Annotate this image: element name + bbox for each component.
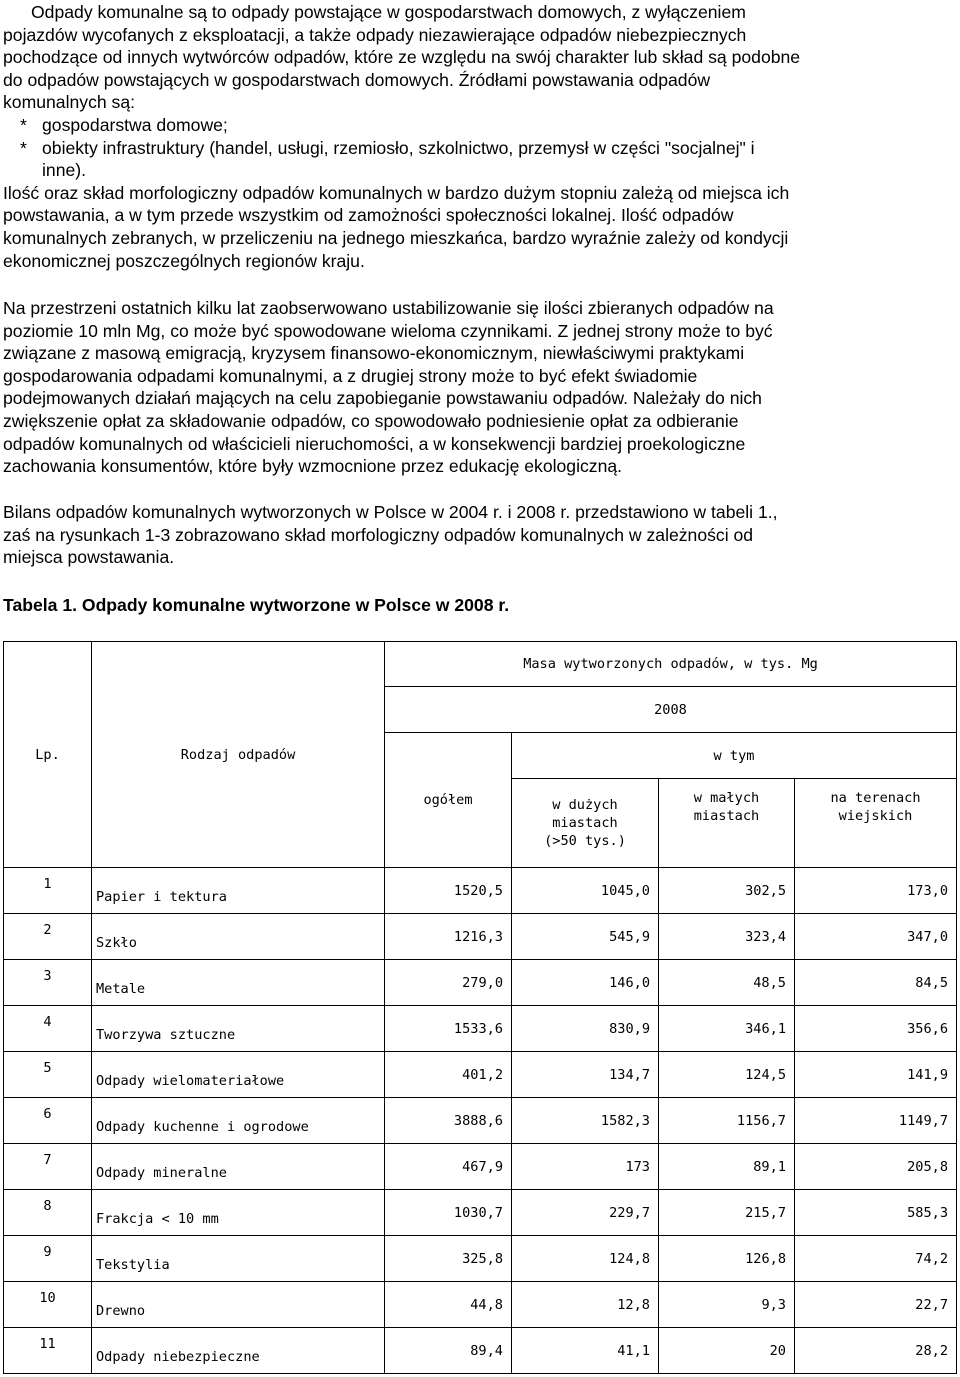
header-mass: Masa wytworzonych odpadów, w tys. Mg bbox=[385, 642, 957, 687]
row-large-cities: 830,9 bbox=[512, 1006, 659, 1052]
paragraph-2-line: powstawania, a w tym przede wszystkim od zamożności społeczności lokalnej. Ilość odpadów bbox=[3, 205, 734, 226]
row-small-cities: 215,7 bbox=[659, 1190, 795, 1236]
row-total: 1520,5 bbox=[385, 868, 512, 914]
row-rural: 173,0 bbox=[795, 868, 957, 914]
bullet-item bbox=[3, 137, 953, 182]
row-large-cities: 146,0 bbox=[512, 960, 659, 1006]
bullet-star: * bbox=[20, 137, 27, 158]
row-rural: 28,2 bbox=[795, 1328, 957, 1374]
bullet-item bbox=[3, 114, 953, 137]
bullet-text bbox=[42, 137, 953, 182]
table-row bbox=[4, 1236, 957, 1282]
table-header-row bbox=[4, 642, 957, 687]
paragraph-3-line: podejmowanych działań mających na celu zapobieganie powstawaniu odpadów. Należały do nich bbox=[3, 388, 762, 409]
row-small-cities: 126,8 bbox=[659, 1236, 795, 1282]
paragraph-3-line: poziomie 10 mln Mg, co może być spowodowane wieloma czynnikami. Z jednej strony może to być bbox=[3, 320, 773, 341]
table-body bbox=[4, 868, 957, 1374]
row-large-cities: 12,8 bbox=[512, 1282, 659, 1328]
paragraph-3-line: odpadów komunalnych od właścicieli nieruchomości, a w konsekwencji bardziej proekologiczne bbox=[3, 433, 746, 454]
table-row bbox=[4, 1098, 957, 1144]
paragraph-1 bbox=[3, 1, 953, 24]
paragraph-4-line: Bilans odpadów komunalnych wytworzonych w Polsce w 2004 r. i 2008 r. przedstawiono w tabeli 1., bbox=[3, 502, 778, 522]
header-rural-line: wiejskich bbox=[838, 808, 913, 824]
row-total: 325,8 bbox=[385, 1236, 512, 1282]
header-small-line: w małych bbox=[693, 790, 760, 806]
row-lp: 8 bbox=[4, 1190, 92, 1236]
header-large-line: w dużych bbox=[552, 797, 618, 813]
header-total: ogółem bbox=[385, 733, 512, 868]
row-large-cities: 1045,0 bbox=[512, 868, 659, 914]
header-large-cities bbox=[512, 779, 659, 868]
paragraph-4-line: zaś na rysunkach 1-3 zobrazowano skład morfologiczny odpadów komunalnych w zależności od bbox=[3, 524, 754, 545]
row-small-cities: 9,3 bbox=[659, 1282, 795, 1328]
row-lp: 9 bbox=[4, 1236, 92, 1282]
table-row bbox=[4, 1052, 957, 1098]
paragraph-2-line: komunalnych zebranych, w przeliczeniu na jednego mieszkańca, bardzo wyraźnie zależy od kondycji bbox=[3, 227, 789, 248]
row-small-cities: 1156,7 bbox=[659, 1098, 795, 1144]
row-large-cities: 229,7 bbox=[512, 1190, 659, 1236]
table-row bbox=[4, 1282, 957, 1328]
paragraph-1-line: pojazdów wycofanych z eksploatacji, a także odpady niezawierające odpadów niebezpiecznych bbox=[3, 24, 747, 45]
paragraph-4-line: miejsca powstawania. bbox=[3, 547, 175, 568]
row-total: 401,2 bbox=[385, 1052, 512, 1098]
row-small-cities: 124,5 bbox=[659, 1052, 795, 1098]
row-total: 3888,6 bbox=[385, 1098, 512, 1144]
header-rural bbox=[795, 779, 957, 868]
paragraph-3-line: związane z masową emigracją, kryzysem finansowo-ekonomicznym, niewłaściwymi praktykami bbox=[3, 343, 745, 364]
table-row bbox=[4, 1006, 957, 1052]
row-large-cities: 1582,3 bbox=[512, 1098, 659, 1144]
row-rural: 74,2 bbox=[795, 1236, 957, 1282]
row-rural: 22,7 bbox=[795, 1282, 957, 1328]
header-type: Rodzaj odpadów bbox=[92, 642, 385, 868]
header-large-line: (>50 tys.) bbox=[544, 833, 626, 849]
paragraph-1-line: komunalnych są: bbox=[3, 92, 136, 113]
row-total: 279,0 bbox=[385, 960, 512, 1006]
row-name: Szkło bbox=[92, 914, 385, 960]
row-lp: 4 bbox=[4, 1006, 92, 1052]
paragraph-1-line: do odpadów powstających w gospodarstwach domowych. Źródłami powstawania odpadów bbox=[3, 69, 711, 90]
row-total: 1216,3 bbox=[385, 914, 512, 960]
row-total: 1533,6 bbox=[385, 1006, 512, 1052]
row-name: Odpady wielomateriałowe bbox=[92, 1052, 385, 1098]
row-lp: 5 bbox=[4, 1052, 92, 1098]
row-rural: 585,3 bbox=[795, 1190, 957, 1236]
row-lp: 7 bbox=[4, 1144, 92, 1190]
table-row bbox=[4, 1190, 957, 1236]
waste-table bbox=[3, 641, 957, 1374]
row-rural: 347,0 bbox=[795, 914, 957, 960]
table-row bbox=[4, 1328, 957, 1374]
header-year: 2008 bbox=[385, 687, 957, 733]
row-rural: 1149,7 bbox=[795, 1098, 957, 1144]
row-small-cities: 20 bbox=[659, 1328, 795, 1374]
paragraph-3 bbox=[3, 297, 953, 478]
table-title: Tabela 1. Odpady komunalne wytworzone w Polsce w 2008 r. bbox=[3, 595, 510, 615]
paragraph-3-line: zachowania konsumentów, które były wzmocnione przez edukację ekologiczną. bbox=[3, 456, 623, 477]
paragraph-2 bbox=[3, 182, 953, 272]
row-total: 467,9 bbox=[385, 1144, 512, 1190]
row-name: Odpady niebezpieczne bbox=[92, 1328, 385, 1374]
row-large-cities: 41,1 bbox=[512, 1328, 659, 1374]
table-row bbox=[4, 960, 957, 1006]
row-name: Odpady mineralne bbox=[92, 1144, 385, 1190]
row-rural: 205,8 bbox=[795, 1144, 957, 1190]
header-rural-line: na terenach bbox=[830, 790, 921, 806]
header-small-cities bbox=[659, 779, 795, 868]
table-row bbox=[4, 868, 957, 914]
row-small-cities: 302,5 bbox=[659, 868, 795, 914]
paragraph-4 bbox=[3, 501, 953, 569]
row-name: Metale bbox=[92, 960, 385, 1006]
row-lp: 2 bbox=[4, 914, 92, 960]
header-large-line: miastach bbox=[552, 815, 618, 831]
row-large-cities: 134,7 bbox=[512, 1052, 659, 1098]
row-small-cities: 346,1 bbox=[659, 1006, 795, 1052]
header-lp: Lp. bbox=[4, 642, 92, 868]
paragraph-2-line: ekonomicznej poszczególnych regionów kraju. bbox=[3, 250, 365, 271]
row-large-cities: 173 bbox=[512, 1144, 659, 1190]
row-name: Drewno bbox=[92, 1282, 385, 1328]
bullet-text-cont: inne). bbox=[42, 160, 87, 181]
paragraph-3-line: Na przestrzeni ostatnich kilku lat zaobserwowano ustabilizowanie się ilości zbieranych odpadów na bbox=[3, 298, 774, 318]
paragraph-3-line: zwiększenie opłat za składowanie odpadów, co spowodowało podniesienie opłat za odbieranie bbox=[3, 410, 739, 431]
row-lp: 1 bbox=[4, 868, 92, 914]
header-incl: w tym bbox=[512, 733, 957, 779]
header-small-line: miastach bbox=[693, 808, 760, 824]
row-rural: 141,9 bbox=[795, 1052, 957, 1098]
intro-section bbox=[3, 1, 953, 272]
row-total: 44,8 bbox=[385, 1282, 512, 1328]
row-lp: 10 bbox=[4, 1282, 92, 1328]
row-small-cities: 89,1 bbox=[659, 1144, 795, 1190]
bullet-text-line: obiekty infrastruktury (handel, usługi, rzemiosło, szkolnictwo, przemysł w części "socjalnej" i bbox=[42, 137, 755, 158]
row-lp: 3 bbox=[4, 960, 92, 1006]
row-lp: 11 bbox=[4, 1328, 92, 1374]
row-lp: 6 bbox=[4, 1098, 92, 1144]
row-small-cities: 48,5 bbox=[659, 960, 795, 1006]
paragraph-2-line: Ilość oraz skład morfologiczny odpadów komunalnych w bardzo dużym stopniu zależą od miejsca ich bbox=[3, 182, 790, 203]
row-name: Tekstylia bbox=[92, 1236, 385, 1282]
paragraph-3-line: gospodarowania odpadami komunalnymi, a z drugiej strony może to być efekt świadomie bbox=[3, 365, 698, 386]
row-rural: 356,6 bbox=[795, 1006, 957, 1052]
bullet-star: * bbox=[20, 114, 27, 135]
row-large-cities: 545,9 bbox=[512, 914, 659, 960]
row-total: 1030,7 bbox=[385, 1190, 512, 1236]
row-name: Papier i tektura bbox=[92, 868, 385, 914]
row-rural: 84,5 bbox=[795, 960, 957, 1006]
paragraph-1-line: Odpady komunalne są to odpady powstające w gospodarstwach domowych, z wyłączeniem bbox=[31, 2, 746, 22]
paragraph-1-line: pochodzące od innych wytwórców odpadów, które ze względu na swój charakter lub skład są podobne bbox=[3, 47, 801, 68]
bullet-text: gospodarstwa domowe; bbox=[42, 114, 228, 135]
row-name: Tworzywa sztuczne bbox=[92, 1006, 385, 1052]
row-total: 89,4 bbox=[385, 1328, 512, 1374]
row-small-cities: 323,4 bbox=[659, 914, 795, 960]
row-name: Odpady kuchenne i ogrodowe bbox=[92, 1098, 385, 1144]
table-row bbox=[4, 914, 957, 960]
row-large-cities: 124,8 bbox=[512, 1236, 659, 1282]
table-row bbox=[4, 1144, 957, 1190]
paragraph-1-rest bbox=[3, 24, 953, 114]
row-name: Frakcja < 10 mm bbox=[92, 1190, 385, 1236]
